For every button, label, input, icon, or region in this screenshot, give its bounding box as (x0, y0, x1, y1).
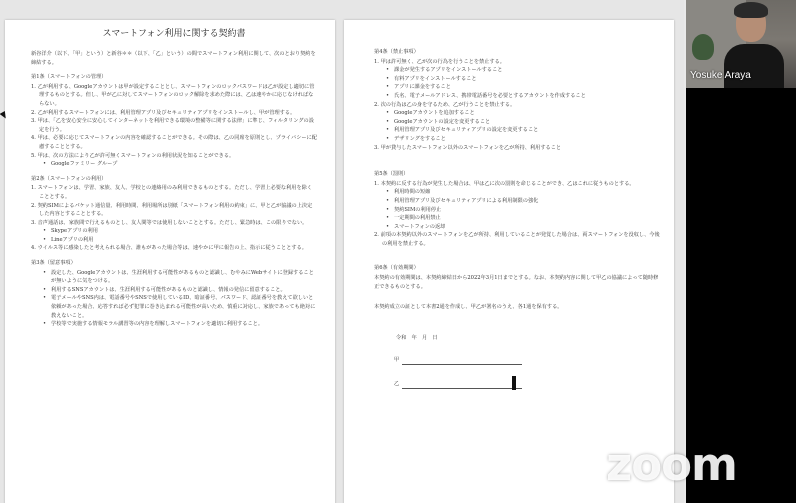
zoom-watermark-logo: zoom (606, 438, 737, 491)
section-gap (374, 291, 660, 303)
article-2-bullet: • Skypeアプリの利用 (31, 227, 317, 236)
article-1-bullet: • Googleファミリー グループ (31, 160, 317, 169)
document-page-left (5, 20, 335, 503)
article-4-bullet: • Googleアカウントの設定を変更すること (374, 118, 660, 127)
text-cursor-mark (512, 376, 516, 390)
signature-line (402, 364, 522, 365)
article-5-item: 2. 前項の本契約以外のスマートフォンを乙が所持、利用していることが発覚した場合は、両スマートフォンを没収し、今後の利用を禁止する。 (374, 232, 660, 247)
plant-image (692, 34, 714, 60)
article-4-bullet: • 有料アプリをインストールすること (374, 75, 660, 84)
article-4-item: 1. 甲は許可無く、乙が次の行為を行うことを禁止する。 (374, 58, 505, 65)
article-6-text: 本契約の有効期間は、本契約締結日から2022年3月1日までとする。なお、本契約内容に関して甲乙の協議によって随時修正できるものとする。 (374, 275, 659, 290)
article-5-heading: 第5条（罰則） (374, 171, 409, 178)
article-4-bullet: • Googleアカウントを追加すること (374, 109, 660, 118)
article-4-bullet: • 利用管理アプリ及びセキュリティアプリの設定を変更すること (374, 126, 660, 135)
article-3-bullet: • 学校等で実施する情報モラル講習等の内容を理解しスマートフォンを適切に利用すること。 (31, 320, 317, 329)
document-title: スマートフォン利用に関する契約書 (102, 29, 246, 39)
article-2-item: 4. ウイルス等に感染したと考えられる場合、誰もがあった場合等は、速やかに甲に報告の上、指示に従うこととする。 (31, 245, 307, 252)
article-3-heading: 第3条（留意事項） (31, 260, 76, 267)
article-3-bullet: • 利用するSNSアカウントは、生涯利用する可能性があるものと認識し、情報の発信に留意すること。 (31, 286, 317, 295)
signature-date: 令和 年 月 日 (396, 334, 438, 341)
article-1-item: 1. 乙が利用する、Googleアカウントは甲が設定することとし、スマートフォンのロックパスワードは乙が設定し適切に管理するものとする。但し、甲が乙に対してスマートフォンのロック解除を求めた際には、乙は速やかに応じなければならない。 (31, 83, 315, 107)
article-4-heading: 第4条（禁止事項） (374, 49, 419, 55)
article-1-item: 2. 乙が利用するスマートフォンには、利用管理アプリ及びセキュリティアプリをインストールし、甲が管理する。 (31, 109, 296, 116)
article-5-bullet: • 利用管理アプリ及びセキュリティアプリによる利用制限の強化 (374, 197, 660, 206)
article-2-item: 3. 音声通話は、家族間で行えるものとし、友人間等では使用しないこととする。ただし、緊急時は、この限りでない。 (31, 219, 308, 226)
section-gap (374, 152, 660, 164)
article-1-item: 5. 甲は、次の方法により乙が許可無くスマートフォンの利用状況を知ることができる。 (31, 152, 235, 159)
section-gap (374, 248, 660, 258)
party-b-label: 乙 (394, 381, 400, 388)
signature-row-b (394, 380, 660, 390)
signature-row-a (394, 356, 660, 366)
participant-hair (734, 2, 768, 18)
article-4-bullet: • アプリに課金をすること (374, 83, 660, 92)
video-panel (686, 0, 796, 503)
article-1-item: 3. 甲は、「乙を安心安全に安心してインターネットを利用できる環境の整備等に関する法律」に準じ、フィルタリングの設定を行う。 (31, 118, 314, 133)
article-2-item: 1. スマートフォンは、学習、家族、友人、学校との連絡用のみ利用できるものとする。ただし、学習上必要な利用を除くこととする。 (31, 185, 313, 200)
article-3-bullet: • 設定した、Googleアカウントは、生涯利用する可能性があるものと認識し、むやみにWebサイトに登録することが無いように気をつける。 (31, 269, 317, 286)
article-4-bullet: • 氏名、電子メールアドレス、携帯電話番号を必要とするアカウントを作成すること (374, 92, 660, 101)
signature-line (402, 388, 522, 389)
page-top-margin (374, 20, 660, 42)
party-a-label: 甲 (394, 357, 400, 364)
article-5-bullet: • 利用時間の短縮 (374, 188, 660, 197)
article-1-item: 4. 甲は、必要に応じてスマートフォンの内容を確認することができる。その際は、乙の同席を原則とし、プライバシーに配慮することとする。 (31, 135, 317, 150)
article-5-item: 1. 本契約に反する行為が発生した場合は、甲は乙に次の罰則を命じることができ、乙はこれに従うものとする。 (374, 180, 635, 187)
article-5-bullet: • 一定期間の利用禁止 (374, 214, 660, 223)
closing-statement: 本契約成立の証として本書2通を作成し、甲乙が署名のうえ、各1通を保有する。 (374, 304, 563, 311)
article-3-bullet: • 電子メールやSNS内は、電話番号やSNSで使用しているID、暗証番号、パスワード、認証番号を教えて欲しいと依頼があった場合、応答すれば必ず犯罪に巻き込まれる可能性が高いため、慎重に対応し、家族であっても絶対に教えないこと。 (31, 294, 317, 320)
article-4-item: 3. 甲が貸与したスマートフォン以外のスマートフォンを乙が所持、利用すること (374, 144, 562, 151)
participant-body (724, 44, 784, 88)
intro-paragraph: 新谷洋介（以下、「甲」という）と新谷＊＊（以下、「乙」という）の間でスマートフォン利用に関して、次のとおり契約を締結する。 (31, 51, 316, 66)
article-1-heading: 第1条（スマートフォンの管理） (31, 74, 107, 81)
participant-video-tile[interactable] (686, 0, 796, 88)
article-5-bullet: • スマートフォンの返却 (374, 223, 660, 232)
article-4-bullet: • デザリングをすること (374, 135, 660, 144)
article-2-item: 2. 契約SIMによるパケット通信量、利用時間、利用場所は別紙「スマートフォン利用の約束」に、甲と乙が協議の上決定した内容とすることとする。 (31, 202, 313, 218)
document-page-right (344, 20, 674, 503)
article-5-bullet: • 契約SIMの利用停止 (374, 206, 660, 215)
article-4-item: 2. 次の行為は乙の身を守るため、乙が行うことを禁止する。 (374, 101, 516, 108)
article-2-bullet: • Lineアプリの利用 (31, 236, 317, 245)
article-4-bullet: • 課金が発生するアプリをインストールすること (374, 66, 660, 75)
participant-name-label: Yosuke Araya (690, 70, 751, 81)
article-6-heading: 第6条（有効期間） (374, 265, 419, 272)
article-2-heading: 第2条（スマートフォンの利用） (31, 175, 107, 182)
